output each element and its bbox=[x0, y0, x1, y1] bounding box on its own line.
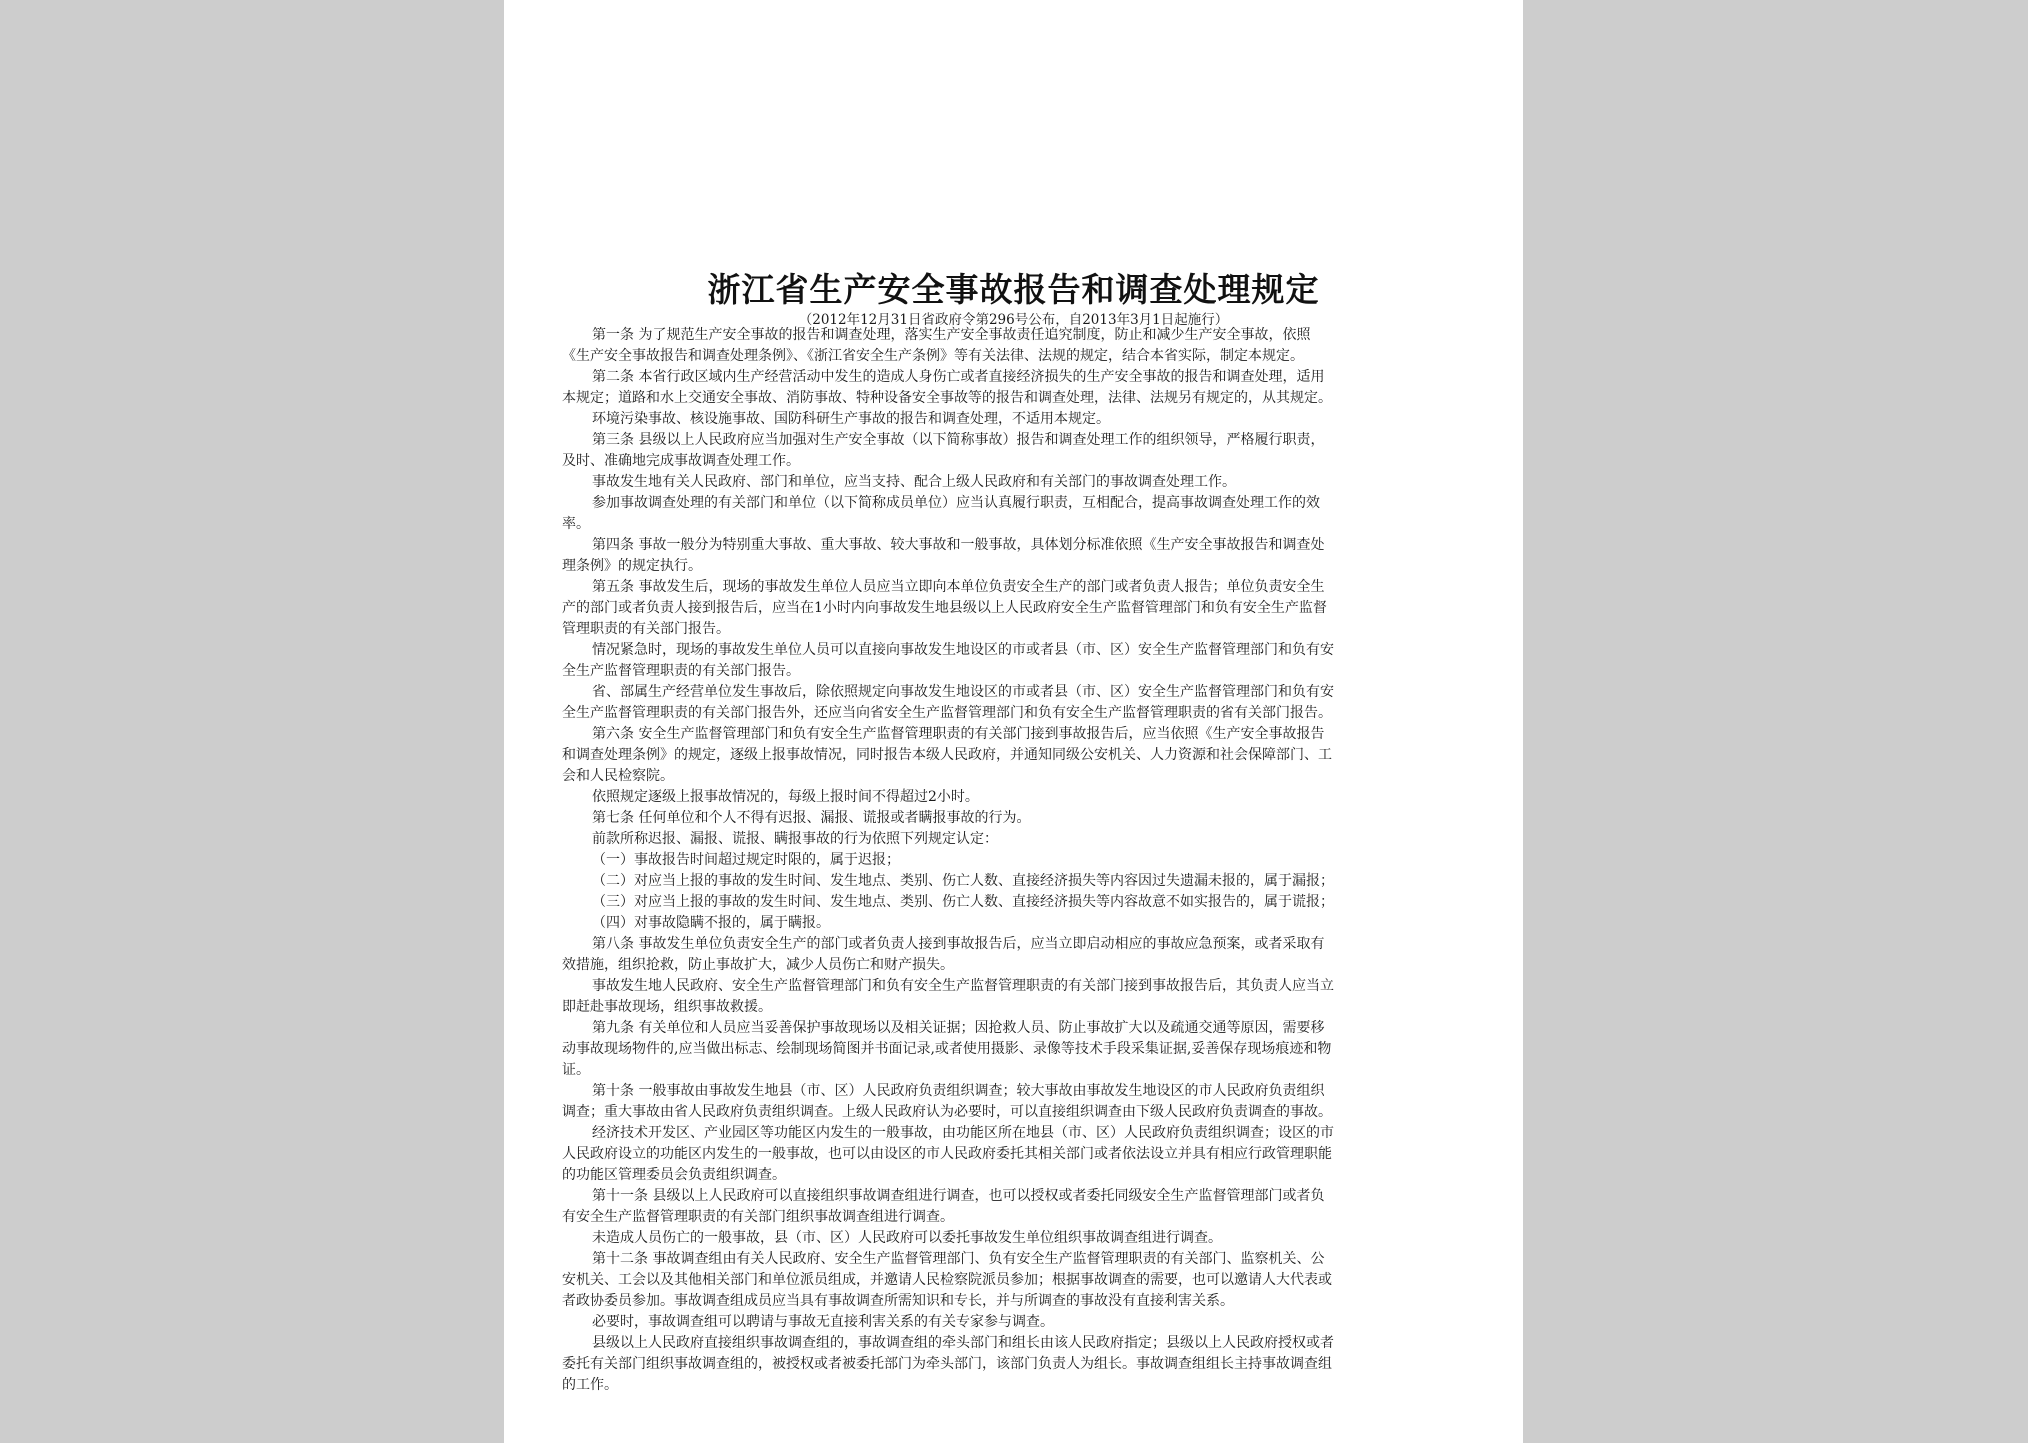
text-line: 产的部门或者负责人接到报告后，应当在1小时内向事故发生地县级以上人民政府安全生产监督管理部门和负有安全生产监督 bbox=[562, 600, 1327, 616]
text-line: 第九条 有关单位和人员应当妥善保护事故现场以及相关证据；因抢救人员、防止事故扩大以及疏通交通等原因，需要移 bbox=[592, 1020, 1325, 1036]
text-line: 第三条 县级以上人民政府应当加强对生产安全事故（以下简称事故）报告和调查处理工作的组织领导，严格履行职责， bbox=[592, 432, 1325, 448]
text-line: 人民政府设立的功能区内发生的一般事故，也可以由设区的市人民政府委托其相关部门或者依法设立并具有相应行政管理职能 bbox=[562, 1146, 1332, 1162]
text-line: 动事故现场物件的,应当做出标志、绘制现场简图并书面记录,或者使用摄影、录像等技术手段采集证据,妥善保存现场痕迹和物 bbox=[562, 1041, 1332, 1057]
document-page bbox=[504, 0, 1523, 1443]
text-line: 省、部属生产经营单位发生事故后，除依照规定向事故发生地设区的市或者县（市、区）安全生产监督管理部门和负有安 bbox=[592, 684, 1334, 700]
text-line: 环境污染事故、核设施事故、国防科研生产事故的报告和调查处理，不适用本规定。 bbox=[592, 411, 1110, 427]
text-line: 前款所称迟报、漏报、谎报、瞒报事故的行为依照下列规定认定： bbox=[592, 831, 998, 847]
text-line: 和调查处理条例》的规定，逐级上报事故情况，同时报告本级人民政府，并通知同级公安机关、人力资源和社会保障部门、工 bbox=[562, 747, 1332, 763]
text-line: 有安全生产监督管理职责的有关部门组织事故调查组进行调查。 bbox=[562, 1209, 954, 1225]
text-line: 率。 bbox=[562, 516, 590, 532]
text-line: 理条例》的规定执行。 bbox=[562, 558, 702, 574]
text-line: 及时、准确地完成事故调查处理工作。 bbox=[562, 453, 800, 469]
text-line: 的功能区管理委员会负责组织调查。 bbox=[562, 1167, 786, 1183]
text-line: 事故发生地有关人民政府、部门和单位，应当支持、配合上级人民政府和有关部门的事故调查处理工作。 bbox=[592, 474, 1236, 490]
document-subtitle: （2012年12月31日省政府令第296号公布，自2013年3月1日起施行） bbox=[798, 312, 1229, 328]
text-line: （二）对应当上报的事故的发生时间、发生地点、类别、伤亡人数、直接经济损失等内容因过失遗漏未报的，属于漏报； bbox=[592, 873, 1334, 889]
text-line: 全生产监督管理职责的有关部门报告外，还应当向省安全生产监督管理部门和负有安全生产监督管理职责的省有关部门报告。 bbox=[562, 705, 1332, 721]
text-line: 第六条 安全生产监督管理部门和负有安全生产监督管理职责的有关部门接到事故报告后，应当依照《生产安全事故报告 bbox=[592, 726, 1325, 742]
document-title: 浙江省生产安全事故报告和调查处理规定 bbox=[707, 270, 1320, 309]
text-line: 事故发生地人民政府、安全生产监督管理部门和负有安全生产监督管理职责的有关部门接到事故报告后，其负责人应当立 bbox=[592, 978, 1334, 994]
text-line: 未造成人员伤亡的一般事故，县（市、区）人民政府可以委托事故发生单位组织事故调查组进行调查。 bbox=[592, 1230, 1222, 1246]
text-line: 第十条 一般事故由事故发生地县（市、区）人民政府负责组织调查；较大事故由事故发生地设区的市人民政府负责组织 bbox=[592, 1083, 1325, 1099]
text-line: 第八条 事故发生单位负责安全生产的部门或者负责人接到事故报告后，应当立即启动相应的事故应急预案，或者采取有 bbox=[592, 936, 1325, 952]
text-line: 证。 bbox=[562, 1062, 590, 1078]
text-line: （四）对事故隐瞒不报的，属于瞒报。 bbox=[592, 915, 830, 931]
text-line: 第十二条 事故调查组由有关人民政府、安全生产监督管理部门、负有安全生产监督管理职责的有关部门、监察机关、公 bbox=[592, 1251, 1325, 1267]
text-line: 第一条 为了规范生产安全事故的报告和调查处理，落实生产安全事故责任追究制度，防止和减少生产安全事故，依照 bbox=[592, 327, 1311, 343]
text-line: 第二条 本省行政区域内生产经营活动中发生的造成人身伤亡或者直接经济损失的生产安全事故的报告和调查处理，适用 bbox=[592, 369, 1325, 385]
text-line: 管理职责的有关部门报告。 bbox=[562, 621, 730, 637]
text-line: 全生产监督管理职责的有关部门报告。 bbox=[562, 663, 800, 679]
text-line: 会和人民检察院。 bbox=[562, 768, 674, 784]
text-line: 第七条 任何单位和个人不得有迟报、漏报、谎报或者瞒报事故的行为。 bbox=[592, 810, 1031, 826]
text-line: 本规定；道路和水上交通安全事故、消防事故、特种设备安全事故等的报告和调查处理，法律、法规另有规定的，从其规定。 bbox=[562, 390, 1332, 406]
text-line: 调查；重大事故由省人民政府负责组织调查。上级人民政府认为必要时，可以直接组织调查由下级人民政府负责调查的事故。 bbox=[562, 1104, 1332, 1120]
text-line: 参加事故调查处理的有关部门和单位（以下简称成员单位）应当认真履行职责，互相配合，提高事故调查处理工作的效 bbox=[592, 495, 1320, 511]
text-line: （一）事故报告时间超过规定时限的，属于迟报； bbox=[592, 852, 900, 868]
text-line: 经济技术开发区、产业园区等功能区内发生的一般事故，由功能区所在地县（市、区）人民政府负责组织调查；设区的市 bbox=[592, 1125, 1334, 1141]
text-line: 安机关、工会以及其他相关部门和单位派员组成，并邀请人民检察院派员参加；根据事故调查的需要，也可以邀请人大代表或 bbox=[562, 1272, 1332, 1288]
text-line: 即赶赴事故现场，组织事故救援。 bbox=[562, 999, 772, 1015]
text-line: 第五条 事故发生后，现场的事故发生单位人员应当立即向本单位负责安全生产的部门或者负责人报告；单位负责安全生 bbox=[592, 579, 1325, 595]
text-line: 第十一条 县级以上人民政府可以直接组织事故调查组进行调查，也可以授权或者委托同级安全生产监督管理部门或者负 bbox=[592, 1188, 1325, 1204]
text-line: 依照规定逐级上报事故情况的，每级上报时间不得超过2小时。 bbox=[592, 789, 979, 805]
text-line: 者政协委员参加。事故调查组成员应当具有事故调查所需知识和专长，并与所调查的事故没有直接利害关系。 bbox=[562, 1293, 1234, 1309]
text-line: 县级以上人民政府直接组织事故调查组的，事故调查组的牵头部门和组长由该人民政府指定；县级以上人民政府授权或者 bbox=[592, 1335, 1334, 1351]
text-line: 效措施，组织抢救，防止事故扩大，减少人员伤亡和财产损失。 bbox=[562, 957, 954, 973]
text-line: 情况紧急时，现场的事故发生单位人员可以直接向事故发生地设区的市或者县（市、区）安全生产监督管理部门和负有安 bbox=[592, 642, 1334, 658]
text-line: 第四条 事故一般分为特别重大事故、重大事故、较大事故和一般事故，具体划分标准依照《生产安全事故报告和调查处 bbox=[592, 537, 1325, 553]
text-line: 《生产安全事故报告和调查处理条例》、《浙江省安全生产条例》等有关法律、法规的规定，结合本省实际，制定本规定。 bbox=[562, 348, 1304, 364]
text-line: 委托有关部门组织事故调查组的，被授权或者被委托部门为牵头部门，该部门负责人为组长。事故调查组组长主持事故调查组 bbox=[562, 1356, 1332, 1372]
text-line: 必要时，事故调查组可以聘请与事故无直接利害关系的有关专家参与调查。 bbox=[592, 1314, 1054, 1330]
text-line: （三）对应当上报的事故的发生时间、发生地点、类别、伤亡人数、直接经济损失等内容故意不如实报告的，属于谎报； bbox=[592, 894, 1334, 910]
text-line: 的工作。 bbox=[562, 1377, 618, 1393]
